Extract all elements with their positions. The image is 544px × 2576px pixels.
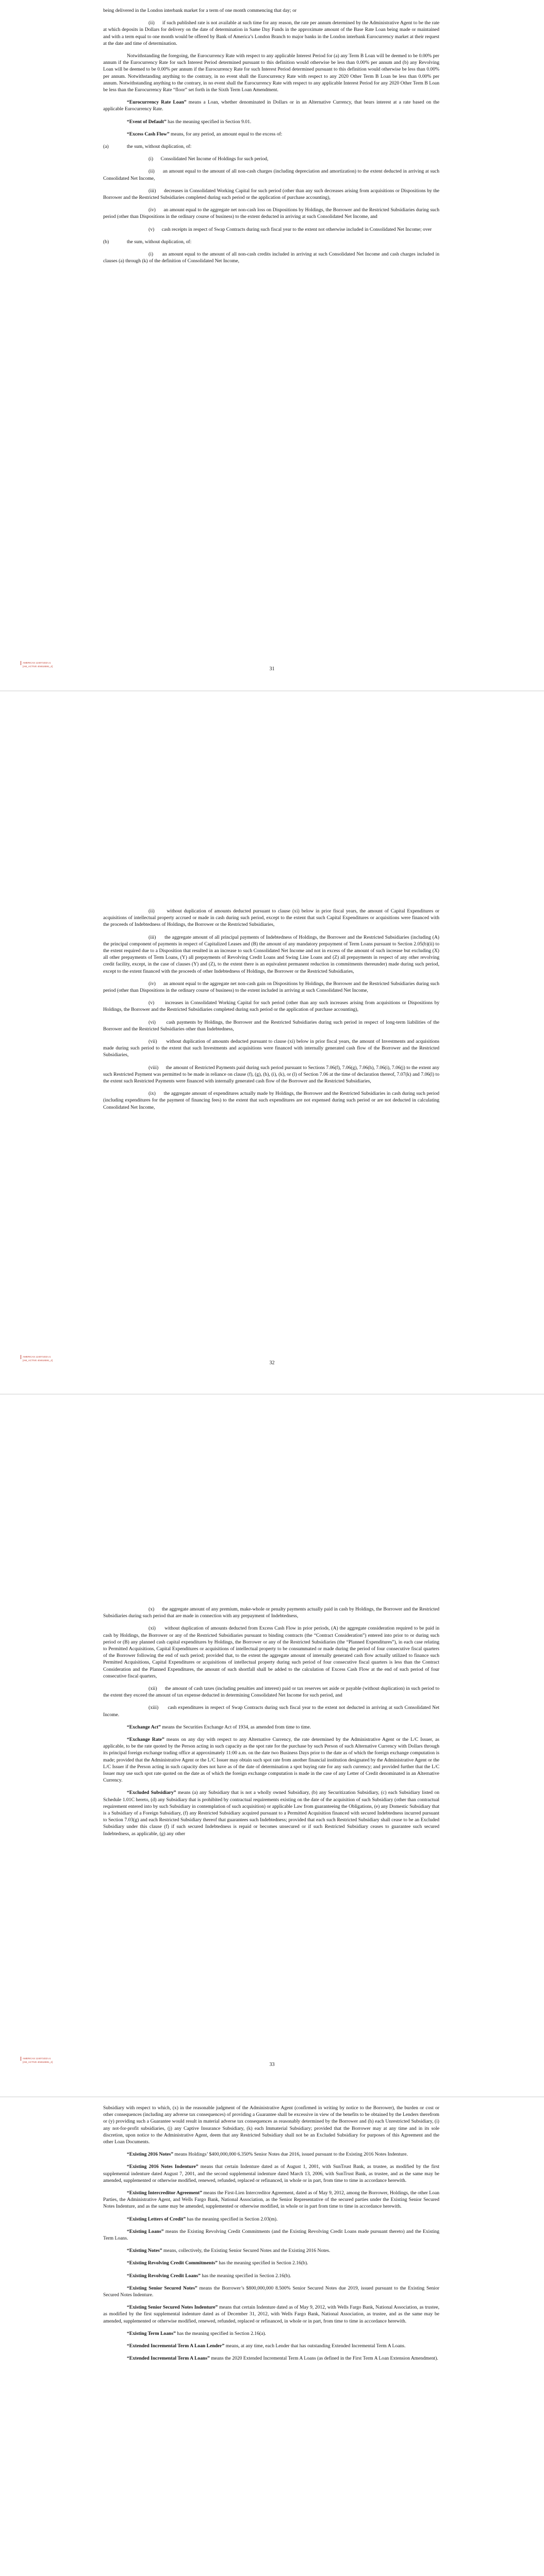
definition-existing-letters-of-credit xyxy=(103,2216,439,2223)
clause-text: the sum, without duplication, of: xyxy=(127,144,192,150)
clause-a-iii: (iii) decreases in Consolidated Working Capital for such period (other than any such decreases arising from acquisitions or Dispositions by the Borrower and the Restricted Subsidiaries completed during such period or the application of purchase accounting), xyxy=(103,188,439,201)
page-32 xyxy=(0,691,544,1394)
clause-b-iii: (iii) the aggregate amount of all principal payments of Indebtedness of Holdings, the Borrower and the Restricted Subsidiaries (including (A) the principal component of payments in respect of Capitalized Leases and (B) the amount of any mandatory prepayment of Term Loans pursuant to Section 2.05(b)(ii) to the extent required due to a Disposition that resulted in an increase to such Consolidated Net Income and not in excess of the amount of such increase but excluding (X) all other prepayments of Term Loans, (Y) all prepayments of Revolving Credit Loans and Swing Line Loans and (Z) all prepayments in respect of any other revolving credit facility, except, in the case of clauses (Y) and (Z), to the extent there is an equivalent permanent reduction in commitments thereunder) made during such period, except to the extent financed with the proceeds of other Indebtedness of Holdings, the Borrower or the Restricted Subsidiaries, xyxy=(103,934,439,974)
stamp-text-2: [AM_ACTIVE 404616591_4] xyxy=(23,2061,53,2063)
definition-event-of-default xyxy=(103,118,439,125)
defined-term: “Exchange Rate” xyxy=(127,1737,164,1743)
defined-term: “Existing Revolving Credit Loans” xyxy=(127,2273,201,2279)
stamp-text-1: AMERICAS 124071033 v1 xyxy=(23,2057,51,2060)
definition-text: has the meaning specified in Section 2.16(b). xyxy=(200,2273,291,2279)
clause-text: the sum, without duplication, of: xyxy=(127,239,192,245)
definition-text: means, for any period, an amount equal to the excess of: xyxy=(169,131,283,137)
clause-a-ii: (ii) an amount equal to the amount of all non-cash charges (including depreciation and amortization) to the extent deducted in arriving at such Consolidated Net Income, xyxy=(103,168,439,181)
definition-text: means the Securities Exchange Act of 1934, as amended from time to time. xyxy=(160,1724,311,1730)
definition-existing-revolving-credit-loans xyxy=(103,2273,439,2279)
defined-term: “Existing Letters of Credit” xyxy=(127,2216,186,2222)
definition-text: means the Existing Revolving Credit Commitments (and the Existing Revolving Credit Loans made pursuant thereto) and the Existing Term Loans. xyxy=(103,2228,439,2242)
page-number: 32 xyxy=(269,1360,275,1366)
definition-existing-senior-secured-notes-indenture xyxy=(103,2304,439,2325)
defined-term: “Existing Senior Secured Notes Indenture” xyxy=(127,2304,218,2311)
clause-b xyxy=(103,239,439,245)
definition-exchange-act xyxy=(103,1724,439,1731)
clause-a xyxy=(103,143,439,150)
definition-extended-incremental-term-a-loan-lender xyxy=(103,2343,439,2349)
stamp-text-2: [AM_ACTIVE 404616591_4] xyxy=(23,1359,53,1362)
page-33-body xyxy=(103,1606,439,1843)
clause-b-xiii: (xiii) cash expenditures in respect of Swap Contracts during such fiscal year to the extent not deducted in arriving at such Consolidated Net Income. xyxy=(103,1705,439,1718)
definition-existing-senior-secured-notes xyxy=(103,2285,439,2298)
defined-term: “Existing Notes” xyxy=(127,2248,162,2254)
page-32-body xyxy=(103,908,439,1116)
clause-b-ix: (ix) the aggregate amount of expenditures actually made by Holdings, the Borrower and the Restricted Subsidiaries in cash during such period (including expenditures for the payment of financing fees) to the extent that such expenditures are not expensed during such period or are not deducted in calculating Consolidated Net Income, xyxy=(103,1091,439,1110)
defined-term: “Eurocurrency Rate Loan” xyxy=(127,99,187,106)
definition-text: means Holdings’ $400,000,000 6.350% Senior Notes due 2016, issued pursuant to the Existing 2016 Notes Indenture. xyxy=(173,2151,408,2158)
clause-label: (b) xyxy=(103,239,109,245)
defined-term: “Excluded Subsidiary” xyxy=(127,1790,176,1796)
definition-text: means the First-Lien Intercreditor Agreement, dated as of May 9, 2012, among the Borrower, Holdings, the other Loan Parties, the Administrative Agent, and Wells Fargo Bank, National Association, as the Senior Representative of the secured parties under the Existing Senior Secured Notes Indenture, and as the same may be amended, supplemented or otherwise modified, in whole or in part from time to time in accordance herewith. xyxy=(103,2190,439,2210)
defined-term: “Existing 2016 Notes Indenture” xyxy=(127,2164,199,2170)
definition-text: has the meaning specified in Section 2.03(m). xyxy=(186,2216,278,2222)
clause-b-iv: (iv) an amount equal to the aggregate net non-cash gain on Dispositions by Holdings, the Borrower and the Restricted Subsidiaries during such period (other than Dispositions in the ordinary course of business) to the extent included in arriving at such Consolidated Net Income, xyxy=(103,980,439,994)
clause-a-v: (v) cash receipts in respect of Swap Contracts during such fiscal year to the extent not otherwise included in Consolidated Net Income; over xyxy=(149,226,432,232)
definition-existing-2016-notes xyxy=(103,2151,439,2158)
definition-existing-revolving-credit-commitments xyxy=(103,2260,439,2266)
stamp-text-1: AMERICAS 124071033 v1 xyxy=(23,662,51,665)
clause-b-xii: (xii) the amount of cash taxes (including penalties and interest) paid or tax reserves set aside or payable (without duplication) in such period to the extent they exceed the amount of tax expense deducted in determining Consolidated Net Income for such period, and xyxy=(103,1686,439,1699)
page-34-body xyxy=(103,2105,439,2367)
clause-b-xi: (xi) without duplication of amounts deducted from Excess Cash Flow in prior periods, (A) the aggregate consideration required to be paid in cash by Holdings, the Borrower or any of the Restricted Subsidiaries pursuant to binding contracts (the “Contract Consideration”) entered into prior to or during such period or (B) any planned cash capital expenditures by Holdings, the Borrower or any of the Restricted Subsidiaries (the “Planned Expenditures”), in each case relating to Permitted Acquisitions, Capital Expenditures or acquisitions of intellectual property to be consummated or made during the period of four consecutive fiscal quarters of the Borrower following the end of such period; provided that, to the extent the aggregate amount of internally generated cash flow actually utilized to finance such Permitted Acquisitions, Capital Expenditures or acquisitions of intellectual property during such period of four consecutive fiscal quarters is less than the Contract Consideration and the Planned Expenditures, the amount of such shortfall shall be added to the calculation of Excess Cash Flow at the end of such period of four consecutive fiscal quarters, xyxy=(103,1625,439,1679)
defined-term: “Existing Senior Secured Notes” xyxy=(127,2285,197,2291)
clause-b-ii: (ii) without duplication of amounts deducted pursuant to clause (xi) below in prior fiscal years, the amount of Capital Expenditures or acquisitions of intellectual property accrued or made in cash during such period, except to the extent that such Capital Expenditures or acquisitions were financed with the proceeds of Indebtedness of Holdings, the Borrower or the Restricted Subsidiaries, xyxy=(103,908,439,928)
definition-text: means that certain Indenture dated as of May 9, 2012, with Wells Fargo Bank, National Association, as trustee, as modified by the first supplemental indenture dated as of December 31, 2012, with Wells Fargo Bank, National Association, as trustee, and as the same may be amended, supplemented or otherwise modified, renewed, refunded, replaced or refinanced, in whole or in part, from time to time in accordance herewith. xyxy=(103,2304,439,2324)
definition-existing-loans xyxy=(103,2228,439,2242)
definition-excess-cash-flow xyxy=(103,131,439,138)
definition-text: means a Loan, whether denominated in Dollars or in an Alternative Currency, that bears interest at a rate based on the applicable Eurocurrency Rate. xyxy=(103,99,439,112)
definition-text: has the meaning specified in Section 2.16(a). xyxy=(175,2330,266,2336)
clause-b-v: (v) increases in Consolidated Working Capital for such period (other than any such increases arising from acquisitions or Dispositions by Holdings, the Borrower and the Restricted Subsidiaries completed during such period or the application of purchase accounting), xyxy=(103,1000,439,1013)
definition-text: means, collectively, the Existing Senior Secured Notes and the Existing 2016 Notes. xyxy=(162,2248,331,2254)
definition-text: means on any day with respect to any Alternative Currency, the rate determined by the Administrative Agent or the L/C Issuer, as applicable, to be the rate quoted by the Person acting in such capacity as the spot rate for the purchase by such Person of such Alternative Currency with Dollars through its principal foreign exchange trading office at approximately 11:00 a.m. on the date two Business Days prior to the date as of which the foreign exchange computation is made; provided that the Administrative Agent or the L/C Issuer may obtain such spot rate from another financial institution designated by the Administrative Agent or the L/C Issuer if the Person acting in such capacity does not have as of the date of determination a spot buying rate for any such currency; and provided further that the L/C Issuer may use such spot rate quoted on the date as of which the foreign exchange computation is made in the case of any Letter of Credit denominated in an Alternative Currency. xyxy=(103,1737,439,1784)
page-33 xyxy=(0,1395,544,2096)
page-31-body xyxy=(103,7,439,270)
defined-term: “Existing 2016 Notes” xyxy=(127,2151,174,2158)
clause-a-iv: (iv) an amount equal to the aggregate net non-cash loss on Dispositions by Holdings, the Borrower and the Restricted Subsidiaries during such period (other than Dispositions in the ordinary course of business) to the extent deducted in arriving at such Consolidated Net Income, and xyxy=(103,207,439,220)
definition-eurocurrency-rate-loan xyxy=(103,99,439,112)
definition-extended-incremental-term-a-loans xyxy=(103,2355,439,2362)
defined-term: “Extended Incremental Term A Loans” xyxy=(127,2355,210,2362)
definition-text: means the 2020 Extended Incremental Term A Loans (as defined in the First Term A Loan Extension Amendment). xyxy=(209,2355,438,2362)
paragraph: Notwithstanding the foregoing, the Eurocurrency Rate with respect to any applicable Interest Period for (a) any Term B Loan will be deemed to be 0.00% per annum if the Eurocurrency Rate for such Interest Period determined pursuant to this definition would otherwise be less than 0.00% per annum and (b) any Revolving Loan will be deemed to be 0.00% per annum if the Eurocurrency Rate for such Interest Period determined pursuant to this definition would otherwise be less than 0.00% per annum. Notwithstanding anything to the contrary, in no event shall the Eurocurrency Rate with respect to any 2020 Other Term B Loan be less than 0.00% per annum. Notwithstanding anything to the contrary, in no event shall the Eurocurrency Rate with respect to any applicable Interest Period for any 2020 Other Term B Loan be less than the Eurocurrency Rate “floor” set forth in the Sixth Term Loan Amendment. xyxy=(103,53,439,93)
definition-text: has the meaning specified in Section 9.01. xyxy=(166,118,252,125)
defined-term: “Existing Intercreditor Agreement” xyxy=(127,2190,202,2196)
defined-term: “Exchange Act” xyxy=(127,1724,161,1730)
definition-text: means (a) any Subsidiary that is not a wholly owned Subsidiary, (b) any Securitization Subsidiary, (c) each Subsidiary listed on Schedule 1.01C hereto, (d) any Subsidiary that is prohibited by contractual requirements existing on the date of the acquisition of such Subsidiary (other than contractual requirement entered into by such Subsidiary in contemplation of such acquisition) or applicable Law from guaranteeing the Obligations, (e) any Domestic Subsidiary that is a Subsidiary of a Foreign Subsidiary, (f) any Restricted Subsidiary acquired pursuant to a Permitted Acquisition financed with secured Indebtedness incurred pursuant to Section 7.03(g) and each Restricted Subsidiary thereof that guarantees such Indebtedness; provided that each such Restricted Subsidiary shall cease to be an Excluded Subsidiary under this clause (f) if such secured Indebtedness is repaid or becomes unsecured or if such Restricted Subsidiary ceases to guarantee such secured Indebtedness, as applicable, (g) any other xyxy=(103,1790,440,1837)
paragraph: being delivered in the London interbank market for a term of one month commencing that day; or xyxy=(103,8,297,13)
definition-existing-notes xyxy=(103,2247,439,2254)
paragraph: Subsidiary with respect to which, (x) in the reasonable judgment of the Administrative Agent (confirmed in writing by notice to the Borrower), the burden or cost or other consequences (including any adverse tax consequences) of providing a Guarantee shall be excessive in view of the benefits to be obtained by the Lenders therefrom or (y) providing such a Guarantee would result in material adverse tax consequences as reasonably determined by the Borrower and (h) each Unrestricted Subsidiary, (i) any not-for-profit subsidiaries, (j) any Captive Insurance Subsidiary, (k) each Immaterial Subsidiary; provided that the Borrower may at any time and in its sole discretion, upon notice to the Administrative Agent, deem that any Restricted Subsidiary shall not be an Excluded Subsidiary for purposes of this Agreement and the other Loan Documents. xyxy=(103,2105,439,2145)
definition-text: means the Borrower’s $800,000,000 8.500% Senior Secured Notes due 2019, issued pursuant to the Existing Senior Secured Notes Indenture. xyxy=(103,2285,439,2298)
definition-excluded-subsidiary xyxy=(103,1789,439,1837)
defined-term: “Event of Default” xyxy=(127,118,167,125)
paragraph: (ii) if such published rate is not available at such time for any reason, the rate per annum determined by the Administrative Agent to be the rate at which deposits in Dollars for delivery on the date of determination in Same Day Funds in the approximate amount of the Base Rate Loan being made or maintained and with a term equal to one month would be offered by Bank of America’s London Branch to major banks in the London interbank Eurocurrency market at their request at the date and time of determination. xyxy=(103,20,439,46)
page-number: 33 xyxy=(269,2062,275,2067)
page-number: 31 xyxy=(269,666,275,672)
page-31 xyxy=(0,0,544,690)
defined-term: “Excess Cash Flow” xyxy=(127,131,170,137)
defined-term: “Existing Revolving Credit Commitments” xyxy=(127,2260,218,2266)
defined-term: “Extended Incremental Term A Loan Lender” xyxy=(127,2343,225,2349)
page-34 xyxy=(0,2097,544,2576)
definition-existing-2016-notes-indenture xyxy=(103,2163,439,2184)
clause-b-x: (x) the aggregate amount of any premium, make-whole or penalty payments actually paid in cash by Holdings, the Borrower and the Restricted Subsidiaries during such period that are made in connection with any prepayment of Indebtedness, xyxy=(103,1606,439,1619)
clause-label: (a) xyxy=(103,144,109,150)
clause-b-viii: (viii) the amount of Restricted Payments paid during such period pursuant to Sections 7.06(f), 7.06(g), 7.06(h), 7.06(i), 7.06(j) to the extent any such Restricted Payment was permitted to be made in reliance on clause (f), (g), (h), (i), (k), or (l) of Section 7.06 at the time of declaration thereof, 7.07(k) and 7.06(l) to the extent such Restricted Payments were financed with internally generated cash flow of the Borrower and the Restricted Subsidiaries, xyxy=(103,1064,439,1084)
stamp-text-1: AMERICAS 124071033 v1 xyxy=(23,1355,51,1359)
clause-a-i: (i) Consolidated Net Income of Holdings for such period, xyxy=(149,156,269,162)
clause-b-vii: (vii) without duplication of amounts deducted pursuant to clause (xi) below in prior fiscal years, the amount of Investments and acquisitions made during such period to the extent that such Investments and acquisitions were financed with internally generated cash flow of the Borrower and the Restricted Subsidiaries, xyxy=(103,1039,439,1058)
defined-term: “Existing Term Loans” xyxy=(127,2330,176,2336)
definition-text: means that certain Indenture dated as of August 1, 2001, with SunTrust Bank, as trustee, as modified by the first supplemental indenture dated August 7, 2001, and the second supplemental indenture dated March 13, 2006, with SunTrust Bank, as trustee, and as the same may be amended, supplemented or otherwise modified, renewed, refunded, replaced or refinanced, in whole or in part, from time to time in accordance herewith. xyxy=(103,2164,439,2183)
clause-b-vi: (vi) cash payments by Holdings, the Borrower and the Restricted Subsidiaries during such period in respect of long-term liabilities of the Borrower and the Restricted Subsidiaries other than Indebtedness, xyxy=(103,1019,439,1032)
definition-text: has the meaning specified in Section 2.16(b). xyxy=(217,2260,308,2266)
clause-b-i: (i) an amount equal to the amount of all non-cash credits included in arriving at such Consolidated Net Income and cash charges included in clauses (a) through (k) of the definition of Consolidated Net Income, xyxy=(103,251,439,264)
defined-term: “Existing Loans” xyxy=(127,2228,164,2234)
definition-text: means, at any time, each Lender that has outstanding Extended Incremental Term A Loans. xyxy=(224,2343,406,2349)
definition-exchange-rate xyxy=(103,1736,439,1784)
definition-existing-intercreditor-agreement xyxy=(103,2190,439,2210)
definition-existing-term-loans xyxy=(103,2330,439,2337)
stamp-text-2: [AM_ACTIVE 404616591_4] xyxy=(23,665,53,668)
